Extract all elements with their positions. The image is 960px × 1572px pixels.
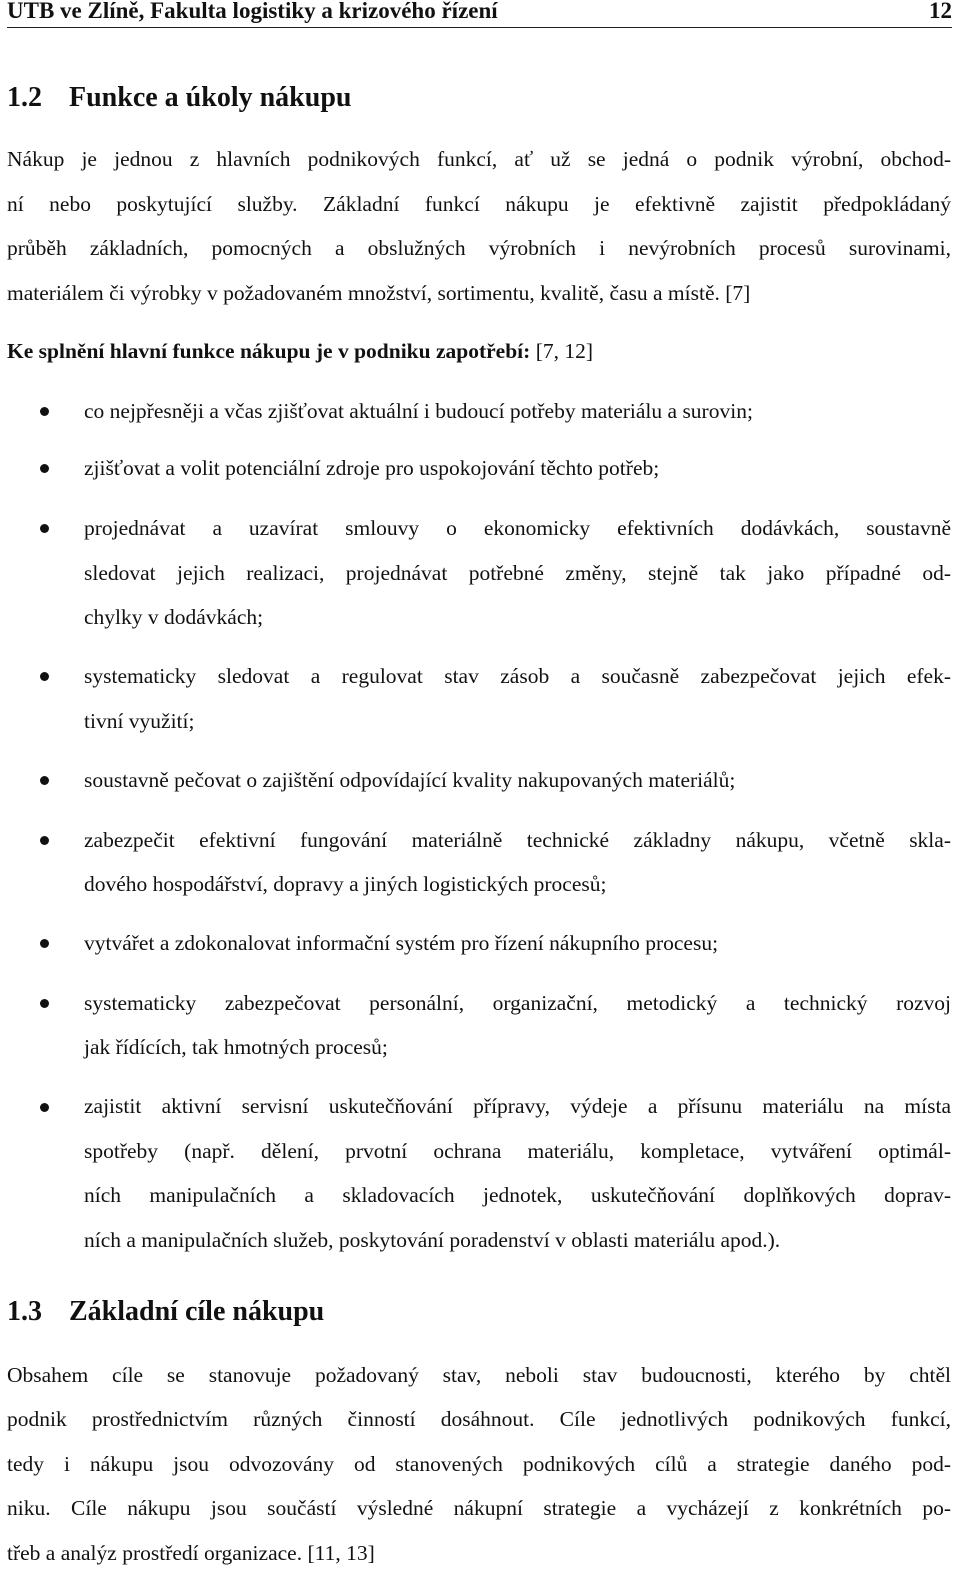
- list-item-continuation: dového hospodářství, dopravy a jiných logistických procesů;: [84, 872, 607, 896]
- list-item-continuation: sledovat jejich realizaci, projednávat potřebné změny, stejně tak jako případné od-: [84, 561, 951, 585]
- bullet-icon: [40, 407, 49, 416]
- list-item: zabezpečit efektivní fungování materiálně technické základny nákupu, včetně skla-: [84, 828, 951, 852]
- paragraph-line: Obsahem cíle se stanovuje požadovaný stav, neboli stav budoucnosti, kterého by chtěl: [7, 1363, 951, 1387]
- section-number: 1.2: [7, 82, 42, 113]
- section-title: Základní cíle nákupu: [69, 1296, 325, 1327]
- list-item-continuation: tivní využití;: [84, 709, 195, 733]
- bullet-icon: [40, 836, 49, 845]
- paragraph-line: Nákup je jednou z hlavních podnikových funkcí, ať už se jedná o podnik výrobní, obchod-: [7, 147, 951, 171]
- paragraph-line: ní nebo poskytující služby. Základní funkcí nákupu je efektivně zajistit předpokládaný: [7, 192, 951, 216]
- bullet-icon: [40, 524, 49, 533]
- section-heading-1-3: [7, 1296, 324, 1328]
- page-number: 12: [929, 0, 952, 23]
- list-item: zajistit aktivní servisní uskutečňování přípravy, výdeje a přísunu materiálu na místa: [84, 1094, 951, 1118]
- section-heading-1-2: [7, 82, 351, 114]
- list-item: projednávat a uzavírat smlouvy o ekonomicky efektivních dodávkách, soustavně: [84, 516, 951, 540]
- list-item-continuation: spotřeby (např. dělení, prvotní ochrana materiálu, kompletace, vytváření optimál-: [84, 1139, 951, 1163]
- paragraph-line: třeb a analýz prostředí organizace. [11, 13]: [7, 1541, 375, 1565]
- list-intro-reference: [7, 12]: [530, 339, 594, 363]
- bullet-icon: [40, 999, 49, 1008]
- paragraph-line: podnik prostřednictvím různých činností dosáhnout. Cíle jednotlivých podnikových funkcí,: [7, 1407, 951, 1431]
- bullet-icon: [40, 939, 49, 948]
- list-item-continuation: ních manipulačních a skladovacích jednotek, uskutečňování doplňkových doprav-: [84, 1183, 951, 1207]
- section-title: Funkce a úkoly nákupu: [69, 82, 352, 113]
- bullet-icon: [40, 672, 49, 681]
- page-header: [7, 0, 952, 28]
- list-item: co nejpřesněji a včas zjišťovat aktuální i budoucí potřeby materiálu a surovin;: [84, 399, 753, 423]
- list-item-continuation: chylky v dodávkách;: [84, 605, 264, 629]
- paragraph-line: niku. Cíle nákupu jsou součástí výsledné nákupní strategie a vycházejí z konkrétních po-: [7, 1496, 951, 1520]
- list-item: soustavně pečovat o zajištění odpovídající kvality nakupovaných materiálů;: [84, 768, 736, 792]
- section-number: 1.3: [7, 1296, 42, 1327]
- paragraph-line: průběh základních, pomocných a obslužných výrobních i nevýrobních procesů surovinami,: [7, 236, 951, 260]
- list-item: systematicky zabezpečovat personální, organizační, metodický a technický rozvoj: [84, 991, 951, 1015]
- list-item: vytvářet a zdokonalovat informační systém pro řízení nákupního procesu;: [84, 931, 719, 955]
- bullet-icon: [40, 776, 49, 785]
- bullet-icon: [40, 464, 49, 473]
- paragraph-line: materiálem či výrobky v požadovaném množství, sortimentu, kvalitě, času a místě. [7]: [7, 281, 751, 305]
- list-item: zjišťovat a volit potenciální zdroje pro uspokojování těchto potřeb;: [84, 456, 660, 480]
- paragraph-line: tedy i nákupu jsou odvozovány od stanovených podnikových cílů a strategie daného pod-: [7, 1452, 951, 1476]
- list-item-continuation: ních a manipulačních služeb, poskytování poradenství v oblasti materiálu apod.).: [84, 1228, 781, 1252]
- list-item: systematicky sledovat a regulovat stav zásob a současně zabezpečovat jejich efek-: [84, 664, 951, 688]
- header-title: UTB ve Zlíně, Fakulta logistiky a krizového řízení: [7, 0, 498, 23]
- list-item-continuation: jak řídících, tak hmotných procesů;: [84, 1035, 388, 1059]
- list-intro: [7, 337, 951, 365]
- list-intro-bold: Ke splnění hlavní funkce nákupu je v podniku zapotřebí:: [7, 339, 531, 363]
- bullet-icon: [40, 1103, 49, 1112]
